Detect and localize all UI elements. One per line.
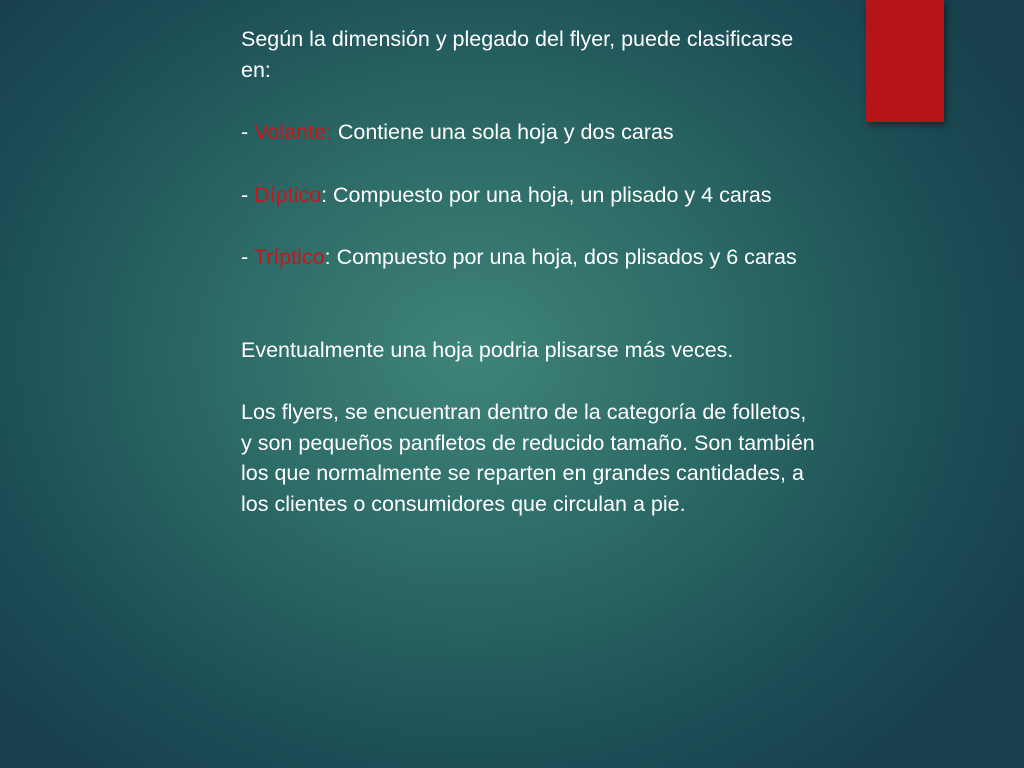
spacer — [241, 210, 821, 242]
list-item-triptico — [241, 242, 821, 273]
paragraph-text: Los flyers, se encuentran dentro de la categoría de folletos, y son pequeños panfletos de reducido tamaño. Son también los que normalmente se reparten en grandes cantidades, a los clientes o consumidores que circulan a pie. — [241, 400, 815, 516]
spacer — [241, 85, 821, 117]
intro-text: Según la dimensión y plegado del flyer, puede clasificarse en: — [241, 27, 794, 82]
item-description: : Compuesto por una hoja, un plisado y 4 caras — [321, 182, 772, 207]
red-corner-accent — [866, 0, 944, 122]
item-prefix: - — [241, 120, 255, 144]
note-text: Eventualmente una hoja podria plisarse más veces. — [241, 337, 734, 362]
item-description: : Compuesto por una hoja, dos plisados y 6 caras — [324, 245, 797, 269]
item-prefix: - — [241, 245, 254, 269]
term-volante: Volante: — [254, 120, 332, 144]
spacer — [241, 148, 821, 180]
list-item-diptico — [241, 180, 821, 211]
list-item-volante — [241, 117, 821, 148]
slide-body — [241, 24, 821, 519]
spacer — [241, 365, 821, 397]
spacer — [241, 273, 821, 335]
item-prefix: - — [241, 182, 255, 207]
item-description: Contiene una sola hoja y dos caras — [331, 120, 674, 144]
term-diptico: Díptico — [254, 182, 322, 207]
term-triptico: Tríptico — [253, 245, 325, 269]
